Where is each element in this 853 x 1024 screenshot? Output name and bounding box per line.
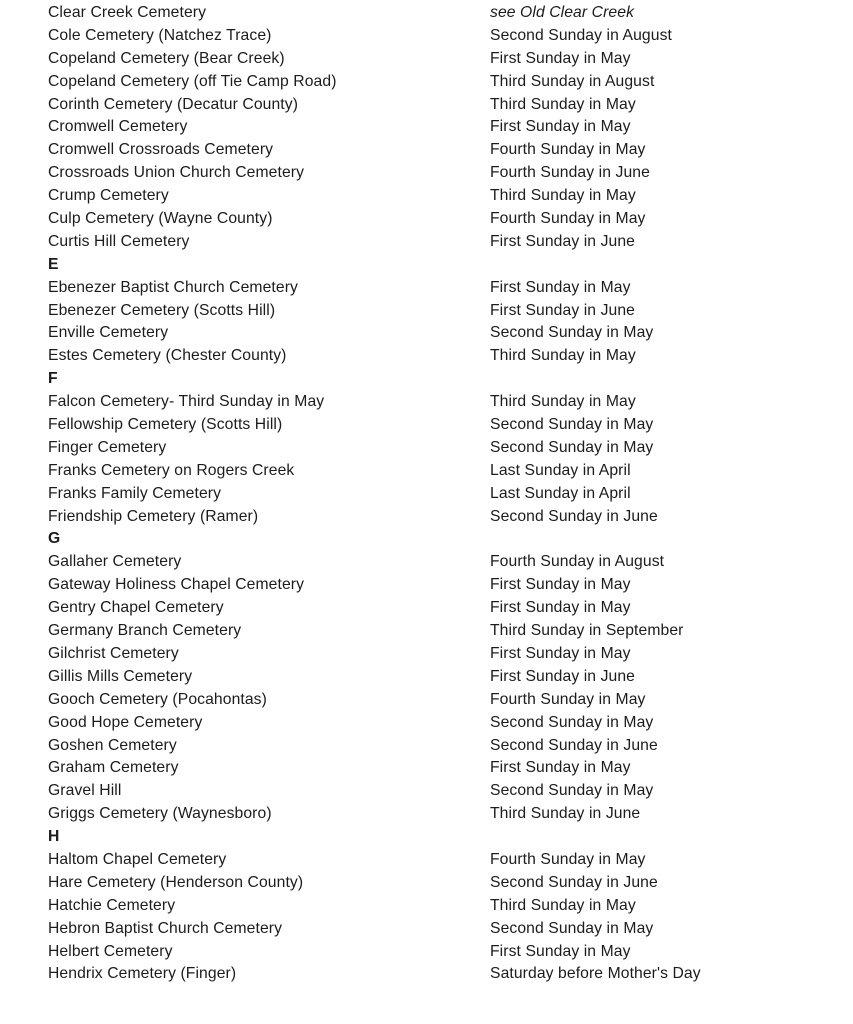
decoration-day: Second Sunday in June xyxy=(490,507,658,525)
decoration-day: First Sunday in June xyxy=(490,232,636,250)
cemetery-row xyxy=(48,48,853,71)
decoration-day: Fourth Sunday in May xyxy=(490,850,646,868)
decoration-day: First Sunday in June xyxy=(490,667,636,685)
cemetery-name: Crump Cemetery xyxy=(48,187,169,205)
decoration-day: First Sunday in May xyxy=(490,759,631,777)
decoration-day: Fourth Sunday in May xyxy=(490,210,646,228)
cemetery-name: Gravel Hill xyxy=(48,782,122,800)
cemetery-name: Gooch Cemetery (Pocahontas) xyxy=(48,690,267,708)
decoration-day: Third Sunday in May xyxy=(490,393,636,411)
decoration-day: Second Sunday in May xyxy=(490,713,654,731)
decoration-day: First Sunday in May xyxy=(490,49,631,67)
cemetery-row xyxy=(48,620,853,643)
cemetery-row xyxy=(48,666,853,689)
cemetery-row xyxy=(48,300,853,323)
cemetery-row xyxy=(48,574,853,597)
cemetery-row xyxy=(48,460,853,483)
decoration-day: Third Sunday in May xyxy=(490,896,636,914)
cemetery-decoration-list xyxy=(48,2,853,986)
cemetery-row xyxy=(48,506,853,529)
cemetery-name: Franks Family Cemetery xyxy=(48,484,222,502)
decoration-day: Second Sunday in May xyxy=(490,438,654,456)
decoration-day: Second Sunday in June xyxy=(490,873,658,891)
cemetery-name: Ebenezer Baptist Church Cemetery xyxy=(48,278,298,296)
decoration-day: First Sunday in May xyxy=(490,576,631,594)
cemetery-row xyxy=(48,231,853,254)
cemetery-name: Corinth Cemetery (Decatur County) xyxy=(48,95,299,113)
cemetery-row xyxy=(48,277,853,300)
cemetery-row xyxy=(48,757,853,780)
cemetery-name: Copeland Cemetery (off Tie Camp Road) xyxy=(48,72,337,90)
cemetery-name: Fellowship Cemetery (Scotts Hill) xyxy=(48,416,283,434)
decoration-day: Second Sunday in August xyxy=(490,26,672,44)
decoration-day: Fourth Sunday in May xyxy=(490,141,646,159)
cemetery-row xyxy=(48,918,853,941)
cemetery-row xyxy=(48,895,853,918)
cemetery-name: Hatchie Cemetery xyxy=(48,896,176,914)
section-letter-f: F xyxy=(48,370,58,388)
cemetery-row xyxy=(48,712,853,735)
cemetery-row xyxy=(48,437,853,460)
cemetery-row xyxy=(48,551,853,574)
cemetery-row xyxy=(48,25,853,48)
decoration-day: First Sunday in May xyxy=(490,644,631,662)
decoration-day: Third Sunday in June xyxy=(490,805,641,823)
decoration-day: Second Sunday in May xyxy=(490,782,654,800)
cemetery-name: Griggs Cemetery (Waynesboro) xyxy=(48,805,272,823)
cemetery-name: Gateway Holiness Chapel Cemetery xyxy=(48,576,305,594)
cemetery-name: Gallaher Cemetery xyxy=(48,553,182,571)
cemetery-name: Germany Branch Cemetery xyxy=(48,622,242,640)
decoration-day: First Sunday in May xyxy=(490,118,631,136)
cemetery-name: Culp Cemetery (Wayne County) xyxy=(48,210,273,228)
cemetery-name: Ebenezer Cemetery (Scotts Hill) xyxy=(48,301,276,319)
cemetery-name: Falcon Cemetery- Third Sunday in May xyxy=(48,393,325,411)
cemetery-row xyxy=(48,94,853,117)
cemetery-name: Goshen Cemetery xyxy=(48,736,177,754)
cemetery-name: Friendship Cemetery (Ramer) xyxy=(48,507,259,525)
cemetery-row xyxy=(48,803,853,826)
cemetery-name: Finger Cemetery xyxy=(48,438,167,456)
cemetery-name: Enville Cemetery xyxy=(48,324,169,342)
decoration-day: Third Sunday in September xyxy=(490,622,684,640)
cemetery-name: Cole Cemetery (Natchez Trace) xyxy=(48,26,272,44)
cemetery-name: Hare Cemetery (Henderson County) xyxy=(48,873,304,891)
decoration-day: Last Sunday in April xyxy=(490,484,631,502)
decoration-day: Fourth Sunday in August xyxy=(490,553,665,571)
section-letter-g: G xyxy=(48,530,61,548)
cemetery-row xyxy=(48,414,853,437)
decoration-day: see Old Clear Creek xyxy=(490,4,635,21)
decoration-day: First Sunday in May xyxy=(490,278,631,296)
decoration-day: Second Sunday in May xyxy=(490,416,654,434)
decoration-day: Second Sunday in June xyxy=(490,736,658,754)
cemetery-name: Hebron Baptist Church Cemetery xyxy=(48,919,283,937)
cemetery-name: Good Hope Cemetery xyxy=(48,713,203,731)
cemetery-row xyxy=(48,2,853,25)
decoration-day: First Sunday in May xyxy=(490,599,631,617)
section-letter-e: E xyxy=(48,255,59,273)
cemetery-name: Hendrix Cemetery (Finger) xyxy=(48,965,237,983)
cemetery-name: Gilchrist Cemetery xyxy=(48,644,179,662)
cemetery-row xyxy=(48,689,853,712)
cemetery-row xyxy=(48,780,853,803)
cemetery-row xyxy=(48,643,853,666)
cemetery-row xyxy=(48,483,853,506)
decoration-day: Last Sunday in April xyxy=(490,461,631,479)
cemetery-name: Clear Creek Cemetery xyxy=(48,4,207,21)
cemetery-name: Crossroads Union Church Cemetery xyxy=(48,164,305,182)
cemetery-name: Estes Cemetery (Chester County) xyxy=(48,347,287,365)
decoration-day: Second Sunday in May xyxy=(490,324,654,342)
decoration-day: Third Sunday in August xyxy=(490,72,655,90)
cemetery-row xyxy=(48,345,853,368)
decoration-day: Third Sunday in May xyxy=(490,187,636,205)
cemetery-row xyxy=(48,963,853,986)
decoration-day: First Sunday in June xyxy=(490,301,636,319)
cemetery-name: Gillis Mills Cemetery xyxy=(48,667,193,685)
decoration-day: Fourth Sunday in June xyxy=(490,164,650,182)
cemetery-row xyxy=(48,208,853,231)
cemetery-row xyxy=(48,391,853,414)
decoration-day: First Sunday in May xyxy=(490,942,631,960)
decoration-day: Second Sunday in May xyxy=(490,919,654,937)
cemetery-row xyxy=(48,597,853,620)
cemetery-row xyxy=(48,322,853,345)
cemetery-row xyxy=(48,185,853,208)
decoration-day: Third Sunday in May xyxy=(490,95,636,113)
cemetery-row xyxy=(48,71,853,94)
cemetery-row xyxy=(48,872,853,895)
decoration-day: Saturday before Mother's Day xyxy=(490,965,701,983)
cemetery-name: Franks Cemetery on Rogers Creek xyxy=(48,461,295,479)
cemetery-name: Curtis Hill Cemetery xyxy=(48,232,190,250)
cemetery-name: Cromwell Cemetery xyxy=(48,118,188,136)
cemetery-name: Gentry Chapel Cemetery xyxy=(48,599,224,617)
cemetery-row xyxy=(48,139,853,162)
cemetery-row xyxy=(48,941,853,964)
cemetery-name: Helbert Cemetery xyxy=(48,942,173,960)
cemetery-name: Copeland Cemetery (Bear Creek) xyxy=(48,49,285,67)
cemetery-row xyxy=(48,116,853,139)
cemetery-row xyxy=(48,735,853,758)
decoration-day: Third Sunday in May xyxy=(490,347,636,365)
cemetery-name: Haltom Chapel Cemetery xyxy=(48,850,227,868)
cemetery-row xyxy=(48,162,853,185)
cemetery-name: Cromwell Crossroads Cemetery xyxy=(48,141,274,159)
cemetery-row xyxy=(48,849,853,872)
cemetery-name: Graham Cemetery xyxy=(48,759,179,777)
decoration-day: Fourth Sunday in May xyxy=(490,690,646,708)
section-letter-h: H xyxy=(48,828,60,846)
